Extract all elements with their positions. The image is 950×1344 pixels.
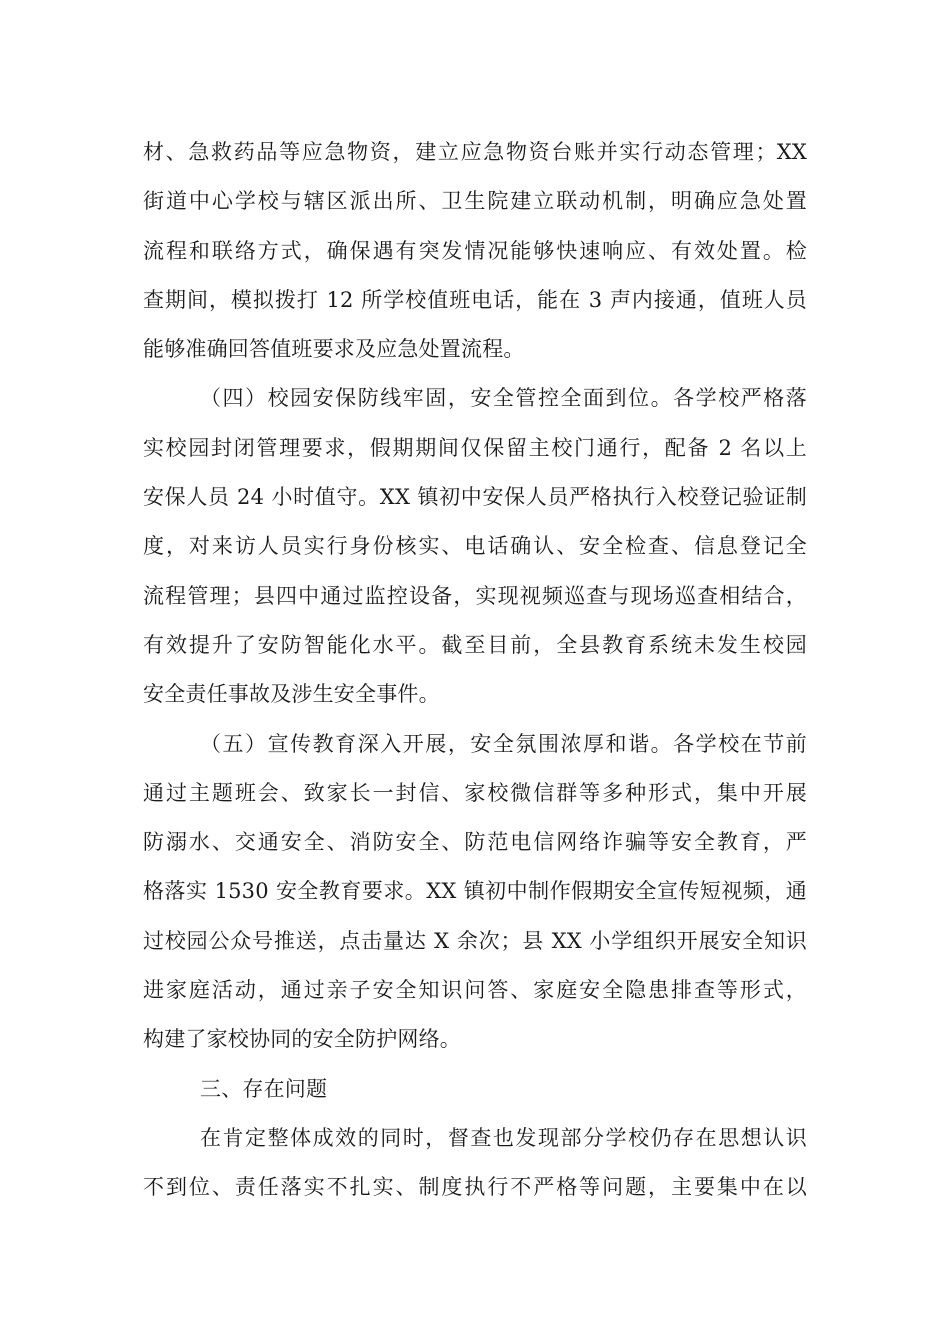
text-line: 安保人员 24 小时值守。XX 镇初中安保人员严格执行入校登记验证制 bbox=[143, 485, 807, 510]
text-line: 流程和联络方式，确保遇有突发情况能够快速响应、有效处置。检 bbox=[143, 238, 807, 263]
text-line: 过校园公众号推送，点击量达 X 余次；县 XX 小学组织开展安全知识 bbox=[143, 928, 807, 953]
text-line: （四）校园安保防线牢固，安全管控全面到位。各学校严格落 bbox=[200, 386, 807, 411]
text-line: （五）宣传教育深入开展，安全氛围浓厚和谐。各学校在节前 bbox=[200, 731, 807, 756]
text-line: 有效提升了安防智能化水平。截至目前，全县教育系统未发生校园 bbox=[143, 632, 807, 657]
text-line: 通过主题班会、致家长一封信、家校微信群等多种形式，集中开展 bbox=[143, 780, 807, 805]
paragraph-problems-intro bbox=[143, 1114, 807, 1213]
paragraph-publicity-education bbox=[143, 720, 807, 1065]
text-line: 防溺水、交通安全、消防安全、防范电信网络诈骗等安全教育，严 bbox=[143, 830, 807, 855]
text-line: 构建了家校协同的安全防护网络。 bbox=[143, 1027, 461, 1052]
text-line: 实校园封闭管理要求，假期期间仅保留主校门通行，配备 2 名以上 bbox=[143, 435, 807, 460]
text-line: 材、急救药品等应急物资，建立应急物资台账并实行动态管理；XX bbox=[143, 140, 807, 164]
document-page bbox=[143, 128, 807, 1213]
text-line: 进家庭活动，通过亲子安全知识问答、家庭安全隐患排查等形式， bbox=[143, 978, 807, 1003]
text-line: 度，对来访人员实行身份核实、电话确认、安全检查、信息登记全 bbox=[143, 534, 807, 559]
text-line: 格落实 1530 安全教育要求。XX 镇初中制作假期安全宣传短视频，通 bbox=[143, 879, 807, 904]
section-heading: 三、存在问题 bbox=[200, 1076, 328, 1101]
paragraph-campus-security bbox=[143, 374, 807, 719]
text-line: 在肯定整体成效的同时，督查也发现部分学校仍存在思想认识 bbox=[200, 1125, 807, 1150]
text-line: 安全责任事故及涉生安全事件。 bbox=[143, 682, 440, 707]
text-line: 街道中心学校与辖区派出所、卫生院建立联动机制，明确应急处置 bbox=[143, 189, 807, 214]
text-line: 查期间，模拟拨打 12 所学校值班电话，能在 3 声内接通，值班人员 bbox=[143, 287, 807, 312]
text-line: 流程管理；县四中通过监控设备，实现视频巡查与现场巡查相结合， bbox=[143, 583, 807, 608]
text-line: 不到位、责任落实不扎实、制度执行不严格等问题，主要集中在以 bbox=[143, 1175, 807, 1200]
paragraph-emergency-response-continued bbox=[143, 128, 807, 374]
section-heading-existing-problems bbox=[143, 1065, 807, 1114]
text-line: 能够准确回答值班要求及应急处置流程。 bbox=[143, 337, 525, 362]
